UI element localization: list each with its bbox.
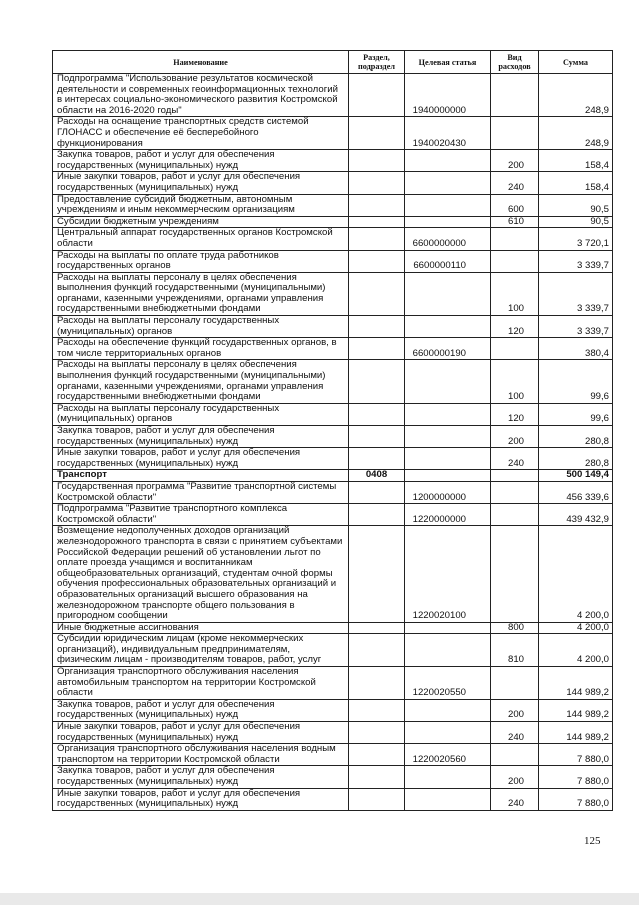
cell-sum: 248,9 — [539, 74, 613, 117]
cell-target — [405, 360, 491, 403]
cell-name: Закупка товаров, работ и услуг для обеспечения государственных (муниципальных) нужд — [53, 699, 349, 721]
cell-section — [349, 338, 405, 360]
cell-vid — [491, 74, 539, 117]
table-row — [53, 526, 613, 622]
cell-name: Расходы на выплаты персоналу государственных (муниципальных) органов — [53, 316, 349, 338]
cell-vid: 200 — [491, 766, 539, 788]
cell-sum: 3 339,7 — [539, 272, 613, 315]
cell-section — [349, 316, 405, 338]
cell-name: Организация транспортного обслуживания населения водным транспортом на территории Костромской области — [53, 744, 349, 766]
cell-vid: 810 — [491, 634, 539, 667]
table-row — [53, 272, 613, 315]
cell-vid: 100 — [491, 360, 539, 403]
cell-target — [405, 272, 491, 315]
scan-bottom-band — [0, 893, 639, 905]
cell-sum: 7 880,0 — [539, 744, 613, 766]
cell-name: Возмещение недополученных доходов организаций железнодорожного транспорта в связи с принятием субъектами Российской Федерации решений об установлении льгот по оплате проезда учащимся и воспитанникам общеобразовательных организаций, студентам очной формы обучения профессиональных образовательных организаций и образовательных организаций высшего образования на железнодорожном транспорте общего пользования в пригородном сообщении — [53, 526, 349, 622]
cell-target: 1940020430 — [405, 117, 491, 150]
table-row — [53, 622, 613, 634]
cell-name: Подпрограмма "Использование результатов космической деятельности и современных геоинформационных технологий в интересах социально-экономического развития Костромской области на 2016-2020 годы" — [53, 74, 349, 117]
cell-target — [405, 316, 491, 338]
cell-section — [349, 194, 405, 216]
cell-name: Расходы на выплаты персоналу в целях обеспечения выполнения функций государственными (муниципальными) органами, казенными учреждениями, органами управления государственными внебюджетными фондами — [53, 272, 349, 315]
table-row — [53, 216, 613, 228]
cell-vid: 600 — [491, 194, 539, 216]
cell-vid — [491, 338, 539, 360]
cell-sum: 3 720,1 — [539, 228, 613, 250]
cell-section — [349, 722, 405, 744]
cell-section — [349, 667, 405, 700]
cell-target — [405, 403, 491, 425]
cell-vid — [491, 667, 539, 700]
table-row — [53, 403, 613, 425]
cell-section — [349, 216, 405, 228]
cell-name: Субсидии бюджетным учреждениям — [53, 216, 349, 228]
table-row — [53, 448, 613, 470]
table-row — [53, 504, 613, 526]
cell-target — [405, 766, 491, 788]
cell-vid: 240 — [491, 448, 539, 470]
cell-target — [405, 426, 491, 448]
cell-target — [405, 634, 491, 667]
table-row — [53, 634, 613, 667]
cell-target: 1220020560 — [405, 744, 491, 766]
cell-name: Расходы на выплаты персоналу в целях обеспечения выполнения функций государственными (муниципальными) органами, казенными учреждениями, органами управления государственными внебюджетными фондами — [53, 360, 349, 403]
cell-target — [405, 622, 491, 634]
cell-name: Закупка товаров, работ и услуг для обеспечения государственных (муниципальных) нужд — [53, 426, 349, 448]
cell-section — [349, 426, 405, 448]
table-row — [53, 117, 613, 150]
table-row — [53, 744, 613, 766]
cell-name: Иные закупки товаров, работ и услуг для обеспечения государственных (муниципальных) нужд — [53, 448, 349, 470]
cell-sum: 90,5 — [539, 194, 613, 216]
cell-target — [405, 722, 491, 744]
table-row — [53, 194, 613, 216]
cell-vid: 120 — [491, 316, 539, 338]
cell-vid: 200 — [491, 150, 539, 172]
cell-target — [405, 788, 491, 810]
header-section: Раздел, подраздел — [349, 51, 405, 74]
cell-vid — [491, 250, 539, 272]
cell-vid: 800 — [491, 622, 539, 634]
cell-sum: 500 149,4 — [539, 470, 613, 482]
cell-vid: 240 — [491, 722, 539, 744]
cell-sum: 4 200,0 — [539, 526, 613, 622]
table-row — [53, 150, 613, 172]
cell-vid — [491, 504, 539, 526]
cell-target — [405, 150, 491, 172]
cell-target: 1220020100 — [405, 526, 491, 622]
cell-vid: 610 — [491, 216, 539, 228]
table-row — [53, 766, 613, 788]
cell-section — [349, 622, 405, 634]
cell-name: Подпрограмма "Развитие транспортного комплекса Костромской области" — [53, 504, 349, 526]
cell-sum: 144 989,2 — [539, 667, 613, 700]
cell-target: 6600000000 — [405, 228, 491, 250]
cell-sum: 99,6 — [539, 360, 613, 403]
cell-section — [349, 699, 405, 721]
cell-section — [349, 504, 405, 526]
cell-name: Иные закупки товаров, работ и услуг для обеспечения государственных (муниципальных) нужд — [53, 722, 349, 744]
cell-sum: 7 880,0 — [539, 766, 613, 788]
cell-target: 6600000110 — [405, 250, 491, 272]
cell-sum: 158,4 — [539, 172, 613, 194]
table-row — [53, 722, 613, 744]
cell-vid — [491, 744, 539, 766]
header-name: Наименование — [53, 51, 349, 74]
cell-sum: 4 200,0 — [539, 634, 613, 667]
table-row — [53, 481, 613, 503]
table-row — [53, 426, 613, 448]
cell-sum: 280,8 — [539, 448, 613, 470]
cell-name: Организация транспортного обслуживания населения автомобильным транспортом на территории Костромской области — [53, 667, 349, 700]
cell-target — [405, 470, 491, 482]
cell-sum: 248,9 — [539, 117, 613, 150]
cell-vid: 100 — [491, 272, 539, 315]
table-row — [53, 228, 613, 250]
cell-vid — [491, 228, 539, 250]
cell-section — [349, 744, 405, 766]
cell-name: Расходы на выплаты персоналу государственных (муниципальных) органов — [53, 403, 349, 425]
cell-section: 0408 — [349, 470, 405, 482]
cell-section — [349, 360, 405, 403]
cell-section — [349, 74, 405, 117]
table-row — [53, 667, 613, 700]
cell-name: Иные закупки товаров, работ и услуг для обеспечения государственных (муниципальных) нужд — [53, 788, 349, 810]
cell-sum: 3 339,7 — [539, 316, 613, 338]
cell-target — [405, 699, 491, 721]
cell-name: Иные закупки товаров, работ и услуг для обеспечения государственных (муниципальных) нужд — [53, 172, 349, 194]
cell-section — [349, 150, 405, 172]
cell-target — [405, 194, 491, 216]
table-row — [53, 338, 613, 360]
cell-target — [405, 216, 491, 228]
cell-sum: 456 339,6 — [539, 481, 613, 503]
cell-target: 1220020550 — [405, 667, 491, 700]
cell-sum: 99,6 — [539, 403, 613, 425]
page-number: 125 — [584, 835, 601, 847]
cell-name: Расходы на обеспечение функций государственных органов, в том числе территориальных органов — [53, 338, 349, 360]
cell-vid: 240 — [491, 788, 539, 810]
cell-section — [349, 788, 405, 810]
budget-table-sheet — [52, 50, 612, 811]
cell-name: Государственная программа "Развитие транспортной системы Костромской области" — [53, 481, 349, 503]
cell-section — [349, 250, 405, 272]
cell-section — [349, 117, 405, 150]
cell-vid: 200 — [491, 699, 539, 721]
header-sum: Сумма — [539, 51, 613, 74]
cell-section — [349, 766, 405, 788]
cell-vid — [491, 117, 539, 150]
table-row — [53, 250, 613, 272]
cell-section — [349, 526, 405, 622]
cell-vid — [491, 481, 539, 503]
cell-vid — [491, 470, 539, 482]
cell-vid: 200 — [491, 426, 539, 448]
cell-target: 1940000000 — [405, 74, 491, 117]
cell-name: Субсидии юридическим лицам (кроме некоммерческих организаций), индивидуальным предпринимателям, физическим лицам - производителям товаров, работ, услуг — [53, 634, 349, 667]
cell-name: Закупка товаров, работ и услуг для обеспечения государственных (муниципальных) нужд — [53, 766, 349, 788]
cell-sum: 380,4 — [539, 338, 613, 360]
cell-name: Транспорт — [53, 470, 349, 482]
cell-section — [349, 403, 405, 425]
cell-sum: 7 880,0 — [539, 788, 613, 810]
cell-name: Расходы на выплаты по оплате труда работников государственных органов — [53, 250, 349, 272]
cell-sum: 280,8 — [539, 426, 613, 448]
cell-sum: 4 200,0 — [539, 622, 613, 634]
table-row — [53, 788, 613, 810]
table-row — [53, 470, 613, 482]
cell-name: Предоставление субсидий бюджетным, автономным учреждениям и иным некоммерческим организациям — [53, 194, 349, 216]
budget-table — [52, 50, 613, 811]
table-row — [53, 74, 613, 117]
table-row — [53, 360, 613, 403]
cell-sum: 158,4 — [539, 150, 613, 172]
cell-target — [405, 448, 491, 470]
cell-section — [349, 448, 405, 470]
cell-target: 1200000000 — [405, 481, 491, 503]
cell-sum: 3 339,7 — [539, 250, 613, 272]
cell-name: Иные бюджетные ассигнования — [53, 622, 349, 634]
table-header-row — [53, 51, 613, 74]
cell-name: Закупка товаров, работ и услуг для обеспечения государственных (муниципальных) нужд — [53, 150, 349, 172]
cell-name: Центральный аппарат государственных органов Костромской области — [53, 228, 349, 250]
cell-target — [405, 172, 491, 194]
cell-sum: 90,5 — [539, 216, 613, 228]
table-row — [53, 172, 613, 194]
cell-vid: 240 — [491, 172, 539, 194]
cell-target: 6600000190 — [405, 338, 491, 360]
table-row — [53, 316, 613, 338]
cell-section — [349, 272, 405, 315]
cell-name: Расходы на оснащение транспортных средств системой ГЛОНАСС и обеспечение её бесперебойного функционирования — [53, 117, 349, 150]
cell-section — [349, 634, 405, 667]
table-body — [53, 74, 613, 811]
cell-sum: 144 989,2 — [539, 699, 613, 721]
header-vid: Вид расходов — [491, 51, 539, 74]
cell-section — [349, 481, 405, 503]
cell-target: 1220000000 — [405, 504, 491, 526]
table-row — [53, 699, 613, 721]
cell-sum: 439 432,9 — [539, 504, 613, 526]
cell-vid: 120 — [491, 403, 539, 425]
header-target: Целевая статья — [405, 51, 491, 74]
cell-section — [349, 172, 405, 194]
cell-vid — [491, 526, 539, 622]
cell-sum: 144 989,2 — [539, 722, 613, 744]
cell-section — [349, 228, 405, 250]
